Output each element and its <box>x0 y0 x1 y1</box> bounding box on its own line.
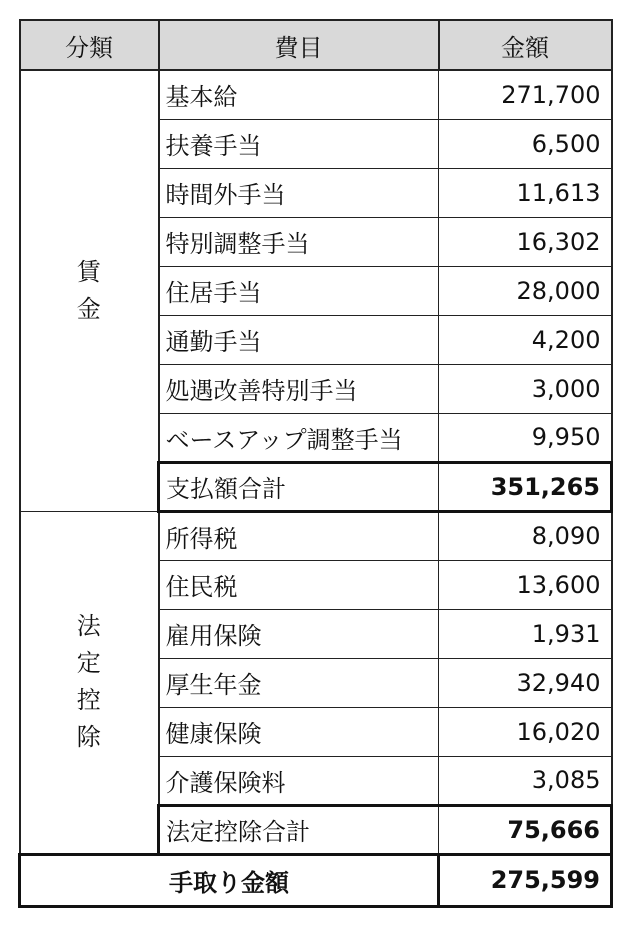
category-wages-label: 賃金 <box>76 257 101 323</box>
table-row <box>20 511 612 560</box>
row-item: 健康保険 <box>159 707 439 756</box>
row-item: 介護保険料 <box>159 756 439 805</box>
row-item: 雇用保険 <box>159 609 439 658</box>
row-item: 住居手当 <box>159 266 439 315</box>
header-amount: 金額 <box>439 20 612 70</box>
row-amount: 11,613 <box>439 168 612 217</box>
row-item: 所得税 <box>159 511 439 560</box>
row-item: ベースアップ調整手当 <box>159 413 439 462</box>
row-item: 扶養手当 <box>159 119 439 168</box>
row-item: 住民税 <box>159 560 439 609</box>
row-amount: 9,950 <box>439 413 612 462</box>
subtotal-amount: 351,265 <box>439 462 612 511</box>
row-amount: 16,020 <box>439 707 612 756</box>
category-wages <box>20 70 159 511</box>
row-item: 厚生年金 <box>159 658 439 707</box>
row-amount: 16,302 <box>439 217 612 266</box>
net-pay-row <box>20 854 612 906</box>
header-item: 費目 <box>159 20 439 70</box>
row-amount: 6,500 <box>439 119 612 168</box>
subtotal-label: 法定控除合計 <box>159 805 439 854</box>
category-deductions-label: 法定控除 <box>76 611 101 752</box>
subtotal-label: 支払額合計 <box>159 462 439 511</box>
net-pay-amount: 275,599 <box>439 854 612 906</box>
table-row <box>20 70 612 119</box>
header-category: 分類 <box>20 20 159 70</box>
row-amount: 3,085 <box>439 756 612 805</box>
row-item: 時間外手当 <box>159 168 439 217</box>
subtotal-amount: 75,666 <box>439 805 612 854</box>
row-amount: 28,000 <box>439 266 612 315</box>
row-item: 通勤手当 <box>159 315 439 364</box>
row-amount: 3,000 <box>439 364 612 413</box>
row-item: 処遇改善特別手当 <box>159 364 439 413</box>
row-amount: 32,940 <box>439 658 612 707</box>
row-amount: 1,931 <box>439 609 612 658</box>
net-pay-label: 手取り金額 <box>20 854 439 906</box>
row-amount: 8,090 <box>439 511 612 560</box>
row-item: 基本給 <box>159 70 439 119</box>
row-amount: 4,200 <box>439 315 612 364</box>
header-row <box>20 20 612 70</box>
row-item: 特別調整手当 <box>159 217 439 266</box>
payslip-table <box>18 19 613 908</box>
category-deductions <box>20 511 159 854</box>
row-amount: 13,600 <box>439 560 612 609</box>
payslip-table-container <box>18 19 610 908</box>
row-amount: 271,700 <box>439 70 612 119</box>
